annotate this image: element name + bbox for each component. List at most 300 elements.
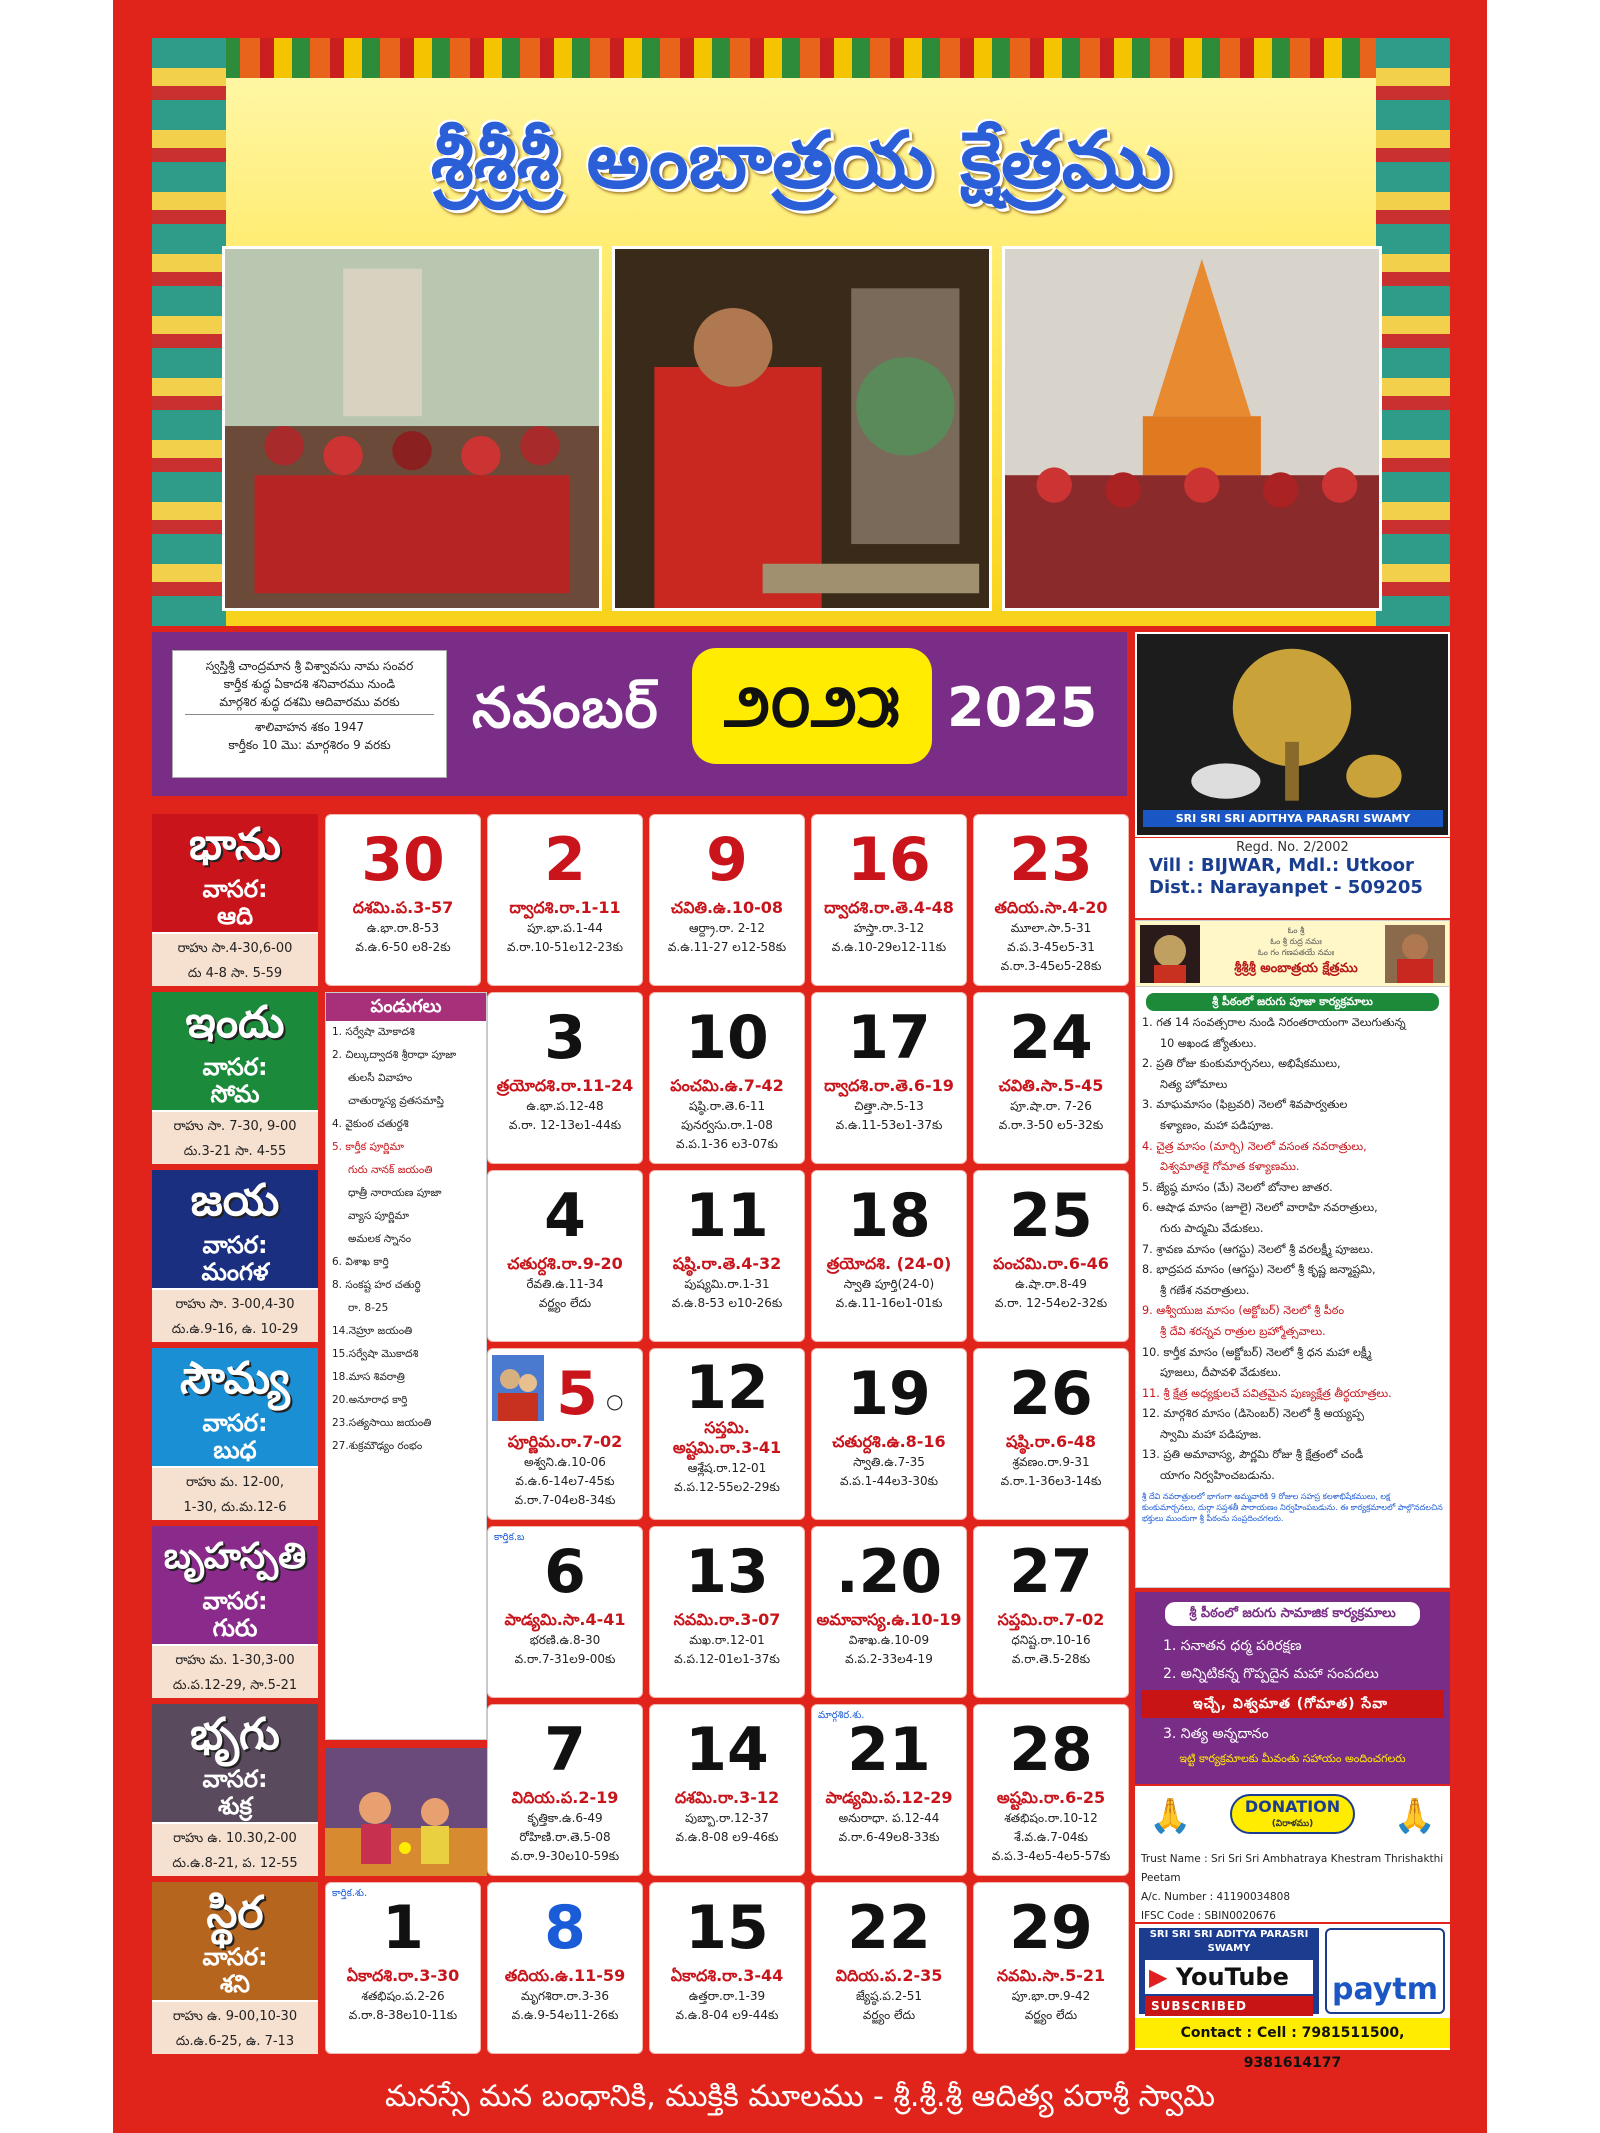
panel-heading: శ్రీ పీఠంలో జరుగు పూజా కార్యక్రమాలు — [1146, 993, 1439, 1011]
date-number: 30 — [361, 825, 445, 895]
rahu-kalam — [152, 1288, 318, 1342]
program-item: 7. శ్రావణ మాసం (ఆగస్టు) నెలలో శ్రీ వరలక్ష్మీ పూజలు. — [1142, 1242, 1374, 1256]
rahu-kalam — [152, 932, 318, 986]
date-cell-19[interactable] — [811, 1348, 967, 1520]
varjyam: వ.ఉ.6-50 ల8-2కు — [355, 940, 451, 954]
rahu-line-1: రాహు మ. 12-00, — [185, 1475, 285, 1490]
date-cell-8[interactable] — [487, 1882, 643, 2054]
program-item: 2. ప్రతి రోజు కుంకుమార్చనలు, అభిషేకములు, — [1142, 1057, 1341, 1071]
tithi: పాడ్యమి.ప.12-29 — [825, 1788, 953, 1807]
date-cell-13[interactable] — [649, 1526, 805, 1698]
varjyam-2: వ.రా.3-45ల5-28కు — [1000, 959, 1102, 973]
varjyam: వ.ప.12-55ల2-29కు — [674, 1480, 780, 1494]
date-number: 7 — [544, 1715, 586, 1785]
nakshatra: అనురాధా. ప.12-44 — [838, 1811, 940, 1825]
day-thursday — [152, 1526, 318, 1698]
date-number: 3 — [544, 1003, 586, 1073]
varjyam-2: వ.ప.3-4ల5-4ల5-57కు — [991, 1849, 1111, 1863]
tithi: చతుర్దశి.రా.9-20 — [507, 1254, 623, 1273]
village: Vill : BIJWAR, Mdl.: Utkoor — [1149, 855, 1414, 876]
rahu-line-2: దు.ఉ.6-25, ఉ. 7-13 — [175, 2034, 295, 2049]
date-number: 5 — [556, 1359, 598, 1429]
vasara-label: వాసర: — [202, 875, 268, 903]
rahu-line-1: రాహు ఉ. 9-00,10-30 — [172, 2009, 298, 2024]
date-number: 19 — [847, 1359, 931, 1429]
date-cell-27[interactable] — [973, 1526, 1129, 1698]
nakshatra: ఆర్ద్రా.రా. 2-12 — [688, 921, 766, 935]
varjyam: వ.ప.1-44ల3-30కు — [839, 1474, 939, 1488]
date-cell-30[interactable] — [325, 814, 481, 986]
program-item: 12. మార్గశిర మాసం (డిసెంబర్) నెలలో శ్రీ అయ్యప్ప — [1142, 1407, 1364, 1421]
date-number: 12 — [685, 1353, 769, 1423]
date-number: 9 — [706, 825, 748, 895]
date-cell-24[interactable] — [973, 992, 1129, 1164]
nakshatra: శతభిషం.రా.10-12 — [1004, 1811, 1098, 1825]
varjyam: వ.రా.10-51ల12-23కు — [506, 940, 624, 954]
praying-hands-icon: 🙏 — [1393, 1796, 1436, 1836]
info-line-2: కార్తీక శుద్ధ ఏకాదశి శనివారము నుండి — [223, 677, 396, 691]
vasara-value: గురు — [212, 1614, 258, 1642]
festival-item: 8. సంకష్ట హర చతుర్థి — [332, 1279, 421, 1291]
festival-item: 1. సర్వేషా మోకాదశి — [332, 1026, 415, 1038]
date-cell-1[interactable] — [325, 1882, 481, 2054]
nakshatra: పుబ్బా.రా.12-37 — [685, 1811, 769, 1825]
logo-caption: SRI SRI SRI ADITHYA PARASRI SWAMY — [1143, 810, 1443, 827]
panchanga-info-box — [172, 650, 447, 778]
puja-programs-panel — [1135, 920, 1450, 1588]
rahu-kalam — [152, 1110, 318, 1164]
rahu-line-1: రాహు సా.4-30,6-00 — [177, 941, 293, 956]
festival-item: 14.నెహ్రూ జయంతి — [332, 1325, 413, 1337]
day-name: ఇందు — [185, 997, 285, 1048]
date-number: 11 — [685, 1181, 769, 1251]
nakshatra: పూ.భా.ప.1-44 — [527, 921, 603, 935]
varjyam: శే.వ.ఉ.7-04కు — [1014, 1830, 1088, 1844]
rahu-line-1: రాహు ఉ. 10.30,2-00 — [173, 1831, 297, 1846]
tithi: షష్ఠి.రా.తె.4-32 — [672, 1254, 782, 1273]
tithi: చవితి.సా.5-45 — [998, 1076, 1104, 1095]
tithi: చతుర్దశి.ఉ.8-16 — [832, 1432, 946, 1451]
youtube-play-icon: ▶ — [1149, 1963, 1168, 1991]
youtube-tube: Tube — [1224, 1963, 1289, 1991]
date-cell-15[interactable] — [649, 1882, 805, 2054]
praying-hands-icon: 🙏 — [1149, 1796, 1192, 1836]
nakshatra: చిత్తా.సా.5-13 — [854, 1099, 924, 1113]
vasara-label: వాసర: — [202, 1765, 268, 1793]
tithi: నవమి.సా.5-21 — [996, 1966, 1106, 1985]
masa-label: మార్గశిర.శు. — [818, 1710, 865, 1721]
festival-item: వ్యాస పూర్ణిమా — [348, 1210, 409, 1222]
varjyam: వ.ప.1-36 ల3-07కు — [676, 1137, 778, 1151]
day-name: స్థిర — [206, 1887, 264, 1938]
program-item: నిత్య హోమాలు — [1160, 1077, 1228, 1091]
varjyam: వ.ఉ.6-14ల7-45కు — [515, 1474, 615, 1488]
festival-item: 6. విశాఖ కార్తి — [332, 1256, 389, 1268]
header-title: శ్రీశ్రీశ్రీ అంబాత్రయ క్షేత్రము — [430, 116, 1172, 206]
deity-image — [492, 1355, 544, 1421]
tithi: త్రయోదశి. (24-0) — [826, 1254, 952, 1273]
program-item: శ్రీ గణేశ నవరాత్రులు. — [1160, 1283, 1250, 1297]
festival-item: అమలక స్నానం — [348, 1233, 412, 1245]
temple-group-photo — [1002, 246, 1382, 611]
contact-panel — [1135, 1924, 1450, 2071]
date-number: 2 — [544, 825, 586, 895]
rahu-line-2: దు.ఉ.8-21, ప. 12-55 — [172, 1856, 298, 1871]
date-cell-29[interactable] — [973, 1882, 1129, 2054]
donation-panel — [1135, 1786, 1450, 1922]
tithi: పూర్ణిమ.రా.7-02 — [507, 1432, 623, 1451]
address-box — [1135, 838, 1450, 918]
date-cell-11[interactable] — [649, 1170, 805, 1342]
program-item: 1. గత 14 సంవత్సరాల నుండి నిరంతరాయంగా వెలుగుతున్న — [1142, 1016, 1406, 1029]
nakshatra: హస్తా.రా.3-12 — [853, 921, 925, 935]
tithi: నవమి.రా.3-07 — [673, 1610, 781, 1629]
varjyam: వ.ప.2-33ల4-19 — [845, 1652, 933, 1666]
festival-item: 27.శుక్రమౌఢ్యం రంభం — [332, 1440, 423, 1452]
date-cell-26[interactable] — [973, 1348, 1129, 1520]
varjyam: వ.రా.8-38ల10-11కు — [348, 2008, 458, 2022]
day-name: భాను — [189, 819, 281, 870]
tithi: ఏకాదశి.రా.3-30 — [346, 1966, 460, 1985]
rahu-kalam — [152, 1644, 318, 1698]
nakshatra: ఉ.షా.రా.8-49 — [1015, 1277, 1087, 1291]
month-name: నవంబర్ — [472, 676, 659, 741]
date-cell-12[interactable] — [649, 1348, 805, 1520]
panel-banner — [1136, 921, 1449, 987]
rahu-line-1: రాహు మ. 1-30,3-00 — [175, 1653, 295, 1668]
day-name: జయ — [190, 1175, 280, 1226]
tithi: అష్టమి.రా.3-41 — [672, 1438, 782, 1457]
date-number: 24 — [1009, 1003, 1093, 1073]
festival-item: 20.అనూరాధ కార్తి — [332, 1394, 408, 1406]
date-number: 16 — [847, 825, 931, 895]
youtube-logo — [1145, 1960, 1313, 1994]
date-cell-16[interactable] — [811, 814, 967, 986]
date-cell-2[interactable] — [487, 814, 643, 986]
social-item: ఇచ్చే, విశ్వమాత (గోమాత) సేవా — [1141, 1690, 1444, 1718]
panel-note: శ్రీ దేవి నవరాత్రులలో భాగంగా అమ్మవారికి 9 రోజుల సహస్ర కలశాభిషేకములు, లక్ష కుంకుమార్చనలు, దుర్గా సప్తశతీ పారాయణం నిర్వహింపబడును. ఈ కార్యక్రమాలలో పాల్గొనదలచిన భక్తులు ముందుగా శ్రీ పీఠంను సంప్రదించగలరు. — [1142, 1491, 1443, 1523]
social-footer: ఇట్టి కార్యక్రమాలకు మీవంతు సహాయం అందించగలరు — [1179, 1752, 1406, 1765]
varjyam: వ.రా.7-31ల9-00కు — [514, 1652, 616, 1666]
date-number: 13 — [685, 1537, 769, 1607]
youtube-box[interactable] — [1139, 1928, 1319, 2014]
day-name: బృహస్పతి — [163, 1536, 307, 1577]
date-cell-3[interactable] — [487, 992, 643, 1164]
nakshatra: ధనిష్ట.రా.10-16 — [1011, 1633, 1091, 1647]
nakshatra: షష్ఠి.రా.తె.6-11 — [688, 1099, 766, 1113]
date-number: 14 — [685, 1715, 769, 1785]
group-photo-1 — [222, 246, 602, 611]
program-item: విశ్వమాతకై గోమాత కళ్యాణము. — [1160, 1160, 1300, 1174]
tithi: ద్వాదశి.రా.తె.4-48 — [824, 898, 954, 917]
info-line-1: స్వస్తిశ్రీ చాంద్రమాన శ్రీ విశ్వావసు నామ సంవర — [205, 659, 414, 673]
contact-numbers: Contact : Cell : 7981511500, 9381614177 — [1135, 2018, 1450, 2048]
day-sunday — [152, 814, 318, 986]
varjyam: వ.ఉ.11-16ల1-01కు — [835, 1296, 943, 1310]
date-cell-25[interactable] — [973, 1170, 1129, 1342]
donation-badge — [1230, 1794, 1355, 1834]
date-number: 29 — [1009, 1893, 1093, 1963]
info-line-4: శాలివాహన శకం 1947 — [254, 720, 365, 734]
festivals-heading: పండుగలు — [326, 993, 486, 1021]
rahu-kalam — [152, 1466, 318, 1520]
deity-image — [1140, 925, 1200, 983]
date-number: 8 — [544, 1893, 586, 1963]
date-cell-10[interactable] — [649, 992, 805, 1164]
program-item: 4. చైత్ర మాసం (మార్చి) నెలలో వసంత నవరాత్రులు, — [1142, 1139, 1367, 1153]
flower-garland — [152, 38, 1450, 78]
program-item: 8. భాద్రపద మాసం (ఆగస్టు) నెలలో శ్రీ కృష్ణ జన్మాష్టమి, — [1142, 1263, 1376, 1277]
varjyam: వ.రా.3-50 ల5-32కు — [998, 1118, 1104, 1132]
rahu-line-1: రాహు సా. 3-00,4-30 — [175, 1297, 295, 1312]
social-programs-panel — [1135, 1592, 1450, 1784]
varjyam: వ.రా. 12-54ల2-32కు — [994, 1296, 1108, 1310]
tithi: పాడ్యమి.సా.4-41 — [504, 1610, 626, 1629]
vasara-label: వాసర: — [202, 1943, 268, 1971]
vasara-value: మంగళ — [201, 1258, 269, 1286]
vasara-label: వాసర: — [202, 1053, 268, 1081]
nakshatra-2: రోహిణి.రా.తె.5-08 — [519, 1830, 611, 1844]
tithi: చవితి.ఉ.10-08 — [670, 898, 784, 917]
tithi: ద్వాదశి.రా.1-11 — [509, 898, 621, 917]
program-item: 9. ఆశ్వీయుజ మాసం (అక్టోబర్) నెలలో శ్రీ పీఠం — [1142, 1304, 1345, 1318]
nakshatra: స్వాతి పూర్తి(24-0) — [843, 1277, 935, 1291]
nakshatra: పుష్యమి.రా.1-31 — [684, 1277, 770, 1291]
varjyam: వర్జ్యం లేదు — [1024, 2008, 1078, 2022]
date-cell-5[interactable] — [487, 1348, 643, 1520]
tithi: దశమి.రా.3-12 — [674, 1788, 780, 1807]
nakshatra: అశ్వని.ఉ.10-06 — [524, 1455, 606, 1469]
date-number: 22 — [847, 1893, 931, 1963]
festival-item: 23.సత్యసాయి జయంతి — [332, 1417, 432, 1429]
nakshatra: పూ.షా.రా. 7-26 — [1010, 1099, 1092, 1113]
rahu-line-2: 1-30, దు.మ.12-6 — [183, 1500, 287, 1515]
program-item: కళ్యాణం, మహా పడిపూజ. — [1160, 1118, 1274, 1132]
varjyam: వ.రా.9-30ల10-59కు — [510, 1849, 620, 1863]
varjyam: వ.ఉ.8-08 ల9-46కు — [675, 1830, 779, 1844]
social-heading: శ్రీ పీఠంలో జరుగు సామాజిక కార్యక్రమాలు — [1165, 1602, 1420, 1626]
om-invocation: ఓం శ్రీ ఓం శ్రీ రుద్ర నమః ఓం గం గణపతయే నమః — [1257, 926, 1335, 957]
date-cell-21[interactable] — [811, 1704, 967, 1876]
tithi: అమావాస్య.ఉ.10-19 — [816, 1610, 962, 1629]
varjyam: వ.రా.తె.5-28కు — [1011, 1652, 1091, 1666]
program-item: 3. మాఘమాసం (ఫిబ్రవరి) నెలలో శివపార్వతుల — [1142, 1098, 1348, 1112]
subscribed-button[interactable]: SUBSCRIBED — [1145, 1996, 1313, 2016]
regd-number: Regd. No. 2/2002 — [1236, 840, 1349, 855]
date-cell-17[interactable] — [811, 992, 967, 1164]
program-item: 6. ఆషాఢ మాసం (జూలై) నెలలో వారాహి నవరాత్రులు, — [1142, 1201, 1378, 1215]
date-number: 21 — [847, 1715, 931, 1785]
festival-item: 2. చిల్కుద్వాదశి శ్రీరాధా పూజా — [332, 1049, 457, 1061]
program-item: 11. శ్రీ క్షేత్ర అధ్యక్షులచే పవిత్రమైన పుణ్యక్షేత్ర తీర్థయాత్రలు. — [1142, 1386, 1392, 1400]
month-highlight: ౨౦౨౫ — [692, 648, 932, 764]
tithi: సప్తమి.రా.7-02 — [997, 1610, 1105, 1629]
rahu-kalam — [152, 2000, 318, 2054]
nakshatra-2: పునర్వసు.రా.1-08 — [681, 1118, 773, 1132]
masa-label: కార్తిక.బ — [494, 1532, 525, 1543]
tithi-1: సప్తమి. — [704, 1418, 750, 1437]
program-item: 10 అఖండ జ్యోతులు. — [1160, 1036, 1257, 1050]
program-item: 13. ప్రతి అమావాస్య, పౌర్ణమి రోజు శ్రీ క్షేత్రంలో చండీ — [1142, 1448, 1364, 1462]
tithi: పంచమి.ఉ.7-42 — [670, 1076, 784, 1095]
day-friday — [152, 1704, 318, 1876]
rahu-line-2: దు.3-21 సా. 4-55 — [183, 1144, 287, 1159]
day-saturday — [152, 1882, 318, 2054]
footer-quote: మనస్సే మన బంధానికి, ముక్తికి మూలము - శ్రీ.శ్రీ.శ్రీ ఆదిత్య పరాశ్రీ స్వామి — [385, 2079, 1215, 2114]
swamy-photo — [612, 246, 992, 611]
header-banner — [152, 38, 1450, 626]
program-item: 5. జ్యేష్ఠ మాసం (మే) నెలలో బోనాల జాతర. — [1142, 1180, 1333, 1194]
varjyam: వర్జ్యం లేదు — [538, 1296, 592, 1310]
date-number: 6 — [544, 1537, 586, 1607]
nakshatra: శ్రవణం.రా.9-31 — [1012, 1455, 1090, 1469]
date-cell-18[interactable] — [811, 1170, 967, 1342]
channel-name: SRI SRI SRI ADITYA PARASRI SWAMY — [1149, 1929, 1309, 1954]
rahu-line-2: దు.ఉ.9-16, ఉ. 10-29 — [171, 1322, 299, 1337]
festivals-panel — [325, 992, 487, 1740]
date-number: 15 — [685, 1893, 769, 1963]
rahu-kalam — [152, 1822, 318, 1876]
day-wednesday — [152, 1348, 318, 1520]
month-info-bar — [152, 632, 1127, 796]
tithi: తదియ.సా.4-20 — [994, 898, 1108, 917]
vasara-label: వాసర: — [202, 1231, 268, 1259]
trust-name: Trust Name : Sri Sri Sri Ambhatraya Khestram Thrishakthi Peetam — [1141, 1853, 1444, 1884]
paytm-logo[interactable]: paytm — [1325, 1928, 1445, 2014]
nakshatra: ఉ.భా.ప.12-48 — [526, 1099, 604, 1113]
vasara-label: వాసర: — [202, 1409, 268, 1437]
nakshatra: మూలా.సా.5-31 — [1010, 921, 1092, 935]
festival-item: తులసీ వివాహం — [348, 1072, 413, 1084]
festival-item: 15.సర్వేషా మొకాదశి — [332, 1348, 419, 1360]
program-item: స్వామి మహా పడిపూజ. — [1160, 1427, 1262, 1441]
social-item: 3. నిత్య అన్నదానం — [1163, 1726, 1269, 1742]
masa-label: కార్తిక.శు. — [332, 1888, 368, 1899]
info-line-5: కార్తీకం 10 మొ: మార్గశిరం 9 వరకు — [228, 738, 391, 752]
date-number: 27 — [1009, 1537, 1093, 1607]
festival-item: 5. కార్తీక పూర్ణిమా — [332, 1141, 404, 1153]
donation-title: DONATION — [1244, 1797, 1341, 1816]
date-number: 17 — [847, 1003, 931, 1073]
tithi: దశమి.ప.3-57 — [352, 898, 454, 917]
peetham-logo — [1135, 632, 1450, 837]
date-number: 23 — [1009, 825, 1093, 895]
tithi: ద్వాదశి.రా.తె.6-19 — [824, 1076, 954, 1095]
festival-item: గురు నానక్ జయంతి — [348, 1164, 433, 1176]
program-item: యాగం నిర్వహించబడును. — [1160, 1469, 1275, 1483]
date-number: 18 — [847, 1181, 931, 1251]
date-cell-9[interactable] — [649, 814, 805, 986]
nakshatra: భరణి.ఉ.8-30 — [529, 1633, 601, 1647]
date-number: 26 — [1009, 1359, 1093, 1429]
date-cell-4[interactable] — [487, 1170, 643, 1342]
nakshatra: శతభిషం.ప.2-26 — [361, 1989, 445, 2003]
date-cell-7[interactable] — [487, 1704, 643, 1876]
nakshatra: స్వాతి.ఉ.7-35 — [853, 1455, 925, 1469]
varjyam: వ.రా. 12-13ల1-44కు — [508, 1118, 622, 1132]
date-cell-22[interactable] — [811, 1882, 967, 2054]
info-line-3: మార్గశిర శుద్ధ దశమి ఆదివారము వరకు — [219, 695, 400, 709]
vasara-value: శుక్ర — [217, 1792, 253, 1820]
nakshatra: ఉ.భా.రా.8-53 — [366, 921, 440, 935]
rahu-line-1: రాహు సా. 7-30, 9-00 — [173, 1119, 297, 1134]
tithi: త్రయోదశి.రా.11-24 — [496, 1076, 634, 1095]
youtube-you: You — [1175, 1963, 1225, 1991]
nakshatra: మృగశిరా.రా.3-36 — [521, 1989, 609, 2003]
varjyam: వ.ఉ.8-04 ల9-44కు — [675, 2008, 779, 2022]
nakshatra: జ్యేష్ఠ.ప.2-51 — [855, 1989, 923, 2003]
date-number: 4 — [544, 1181, 586, 1251]
varjyam: వ.రా.1-36ల3-14కు — [1000, 1474, 1102, 1488]
varjyam: వ.ఉ.10-29ల12-11కు — [831, 940, 947, 954]
rahu-line-2: దు.ప.12-29, సా.5-21 — [172, 1678, 298, 1693]
tithi: ఏకాదశి.రా.3-44 — [670, 1966, 784, 1985]
festival-item: ధాత్రీ నారాయణ పూజా — [348, 1187, 442, 1199]
tithi: షష్ఠి.రా.6-48 — [1005, 1432, 1096, 1451]
social-item: 1. సనాతన ధర్మ పరిరక్షణ — [1163, 1638, 1302, 1654]
program-item: గురు పాద్మమి వేడుకలు. — [1160, 1221, 1264, 1235]
day-name: భృగు — [190, 1709, 280, 1760]
program-item: 10. కార్తీక మాసం (అక్టోబర్) నెలలో శ్రీ ధన మహా లక్ష్మీ — [1142, 1345, 1372, 1359]
tithi: విదియ.ప.2-35 — [835, 1966, 943, 1985]
date-cell-20[interactable] — [811, 1526, 967, 1698]
district: Dist.: Narayanpet - 509205 — [1149, 877, 1423, 898]
tithi: తదియ.ఉ.11-59 — [504, 1966, 626, 1985]
nakshatra: పూ.భా.రా.9-42 — [1011, 1989, 1091, 2003]
account-number: A/c. Number : 41190034808 — [1141, 1891, 1291, 1903]
date-number: 10 — [685, 1003, 769, 1073]
vasara-value: శని — [219, 1970, 251, 1998]
festival-item: 4. వైకుంఠ చతుర్దశి — [332, 1118, 409, 1130]
varjyam: వ.ఉ.8-53 ల10-26కు — [671, 1296, 783, 1310]
varjyam: వ.ఉ.9-54ల11-26కు — [511, 2008, 619, 2022]
date-cell-6[interactable] — [487, 1526, 643, 1698]
varjyam: వ.ఉ.11-27 ల12-58కు — [667, 940, 787, 954]
date-number: 25 — [1009, 1181, 1093, 1251]
date-cell-14[interactable] — [649, 1704, 805, 1876]
varjyam: వర్జ్యం లేదు — [862, 2008, 916, 2022]
varjyam-2: వ.రా.7-04ల8-34కు — [514, 1493, 616, 1507]
date-cell-28[interactable] — [973, 1704, 1129, 1876]
festival-item: చాతుర్మాస్య వ్రతసమాప్తి — [348, 1095, 444, 1107]
date-cell-23[interactable] — [973, 814, 1129, 986]
tithi: పంచమి.రా.6-46 — [993, 1254, 1109, 1273]
festival-item: రా. 8-25 — [348, 1302, 389, 1314]
date-number: 28 — [1009, 1715, 1093, 1785]
program-item: పూజలు, దీపావళి వేడుకలు. — [1160, 1366, 1282, 1380]
varjyam: వ.ఉ.11-53ల1-37కు — [835, 1118, 943, 1132]
bank-details — [1141, 1850, 1450, 1922]
day-name: సౌమ్య — [180, 1353, 290, 1404]
vasara-value: సోమ — [210, 1080, 260, 1108]
date-number: .20 — [835, 1537, 943, 1607]
banner-title: శ్రీశ్రీశ్రీ అంబాత్రయ క్షేత్రము — [1234, 961, 1358, 976]
vasara-label: వాసర: — [202, 1587, 268, 1615]
nakshatra: ఆశ్లేష.రా.12-01 — [687, 1461, 767, 1475]
varjyam: వ.రా.6-49ల8-33కు — [838, 1830, 940, 1844]
rahu-line-2: దు 4-8 సా. 5-59 — [187, 966, 283, 981]
donation-subtitle: (విరాళము) — [1271, 1819, 1314, 1829]
varjyam: వ.ప.3-45ల5-31 — [1007, 940, 1095, 954]
ifsc-code: IFSC Code : SBIN0020676 — [1141, 1910, 1276, 1922]
nakshatra: రేవతి.ఉ.11-34 — [526, 1277, 604, 1291]
date-number: 1 — [382, 1893, 424, 1963]
full-moon-icon: ○ — [606, 1389, 624, 1413]
festival-item: 18.మాస శివరాత్రి — [332, 1371, 405, 1383]
nakshatra: కృత్తికా.ఉ.6-49 — [527, 1811, 603, 1825]
tithi: అష్టమి.రా.6-25 — [996, 1788, 1106, 1807]
tithi: విదియ.ప.2-19 — [511, 1788, 619, 1807]
